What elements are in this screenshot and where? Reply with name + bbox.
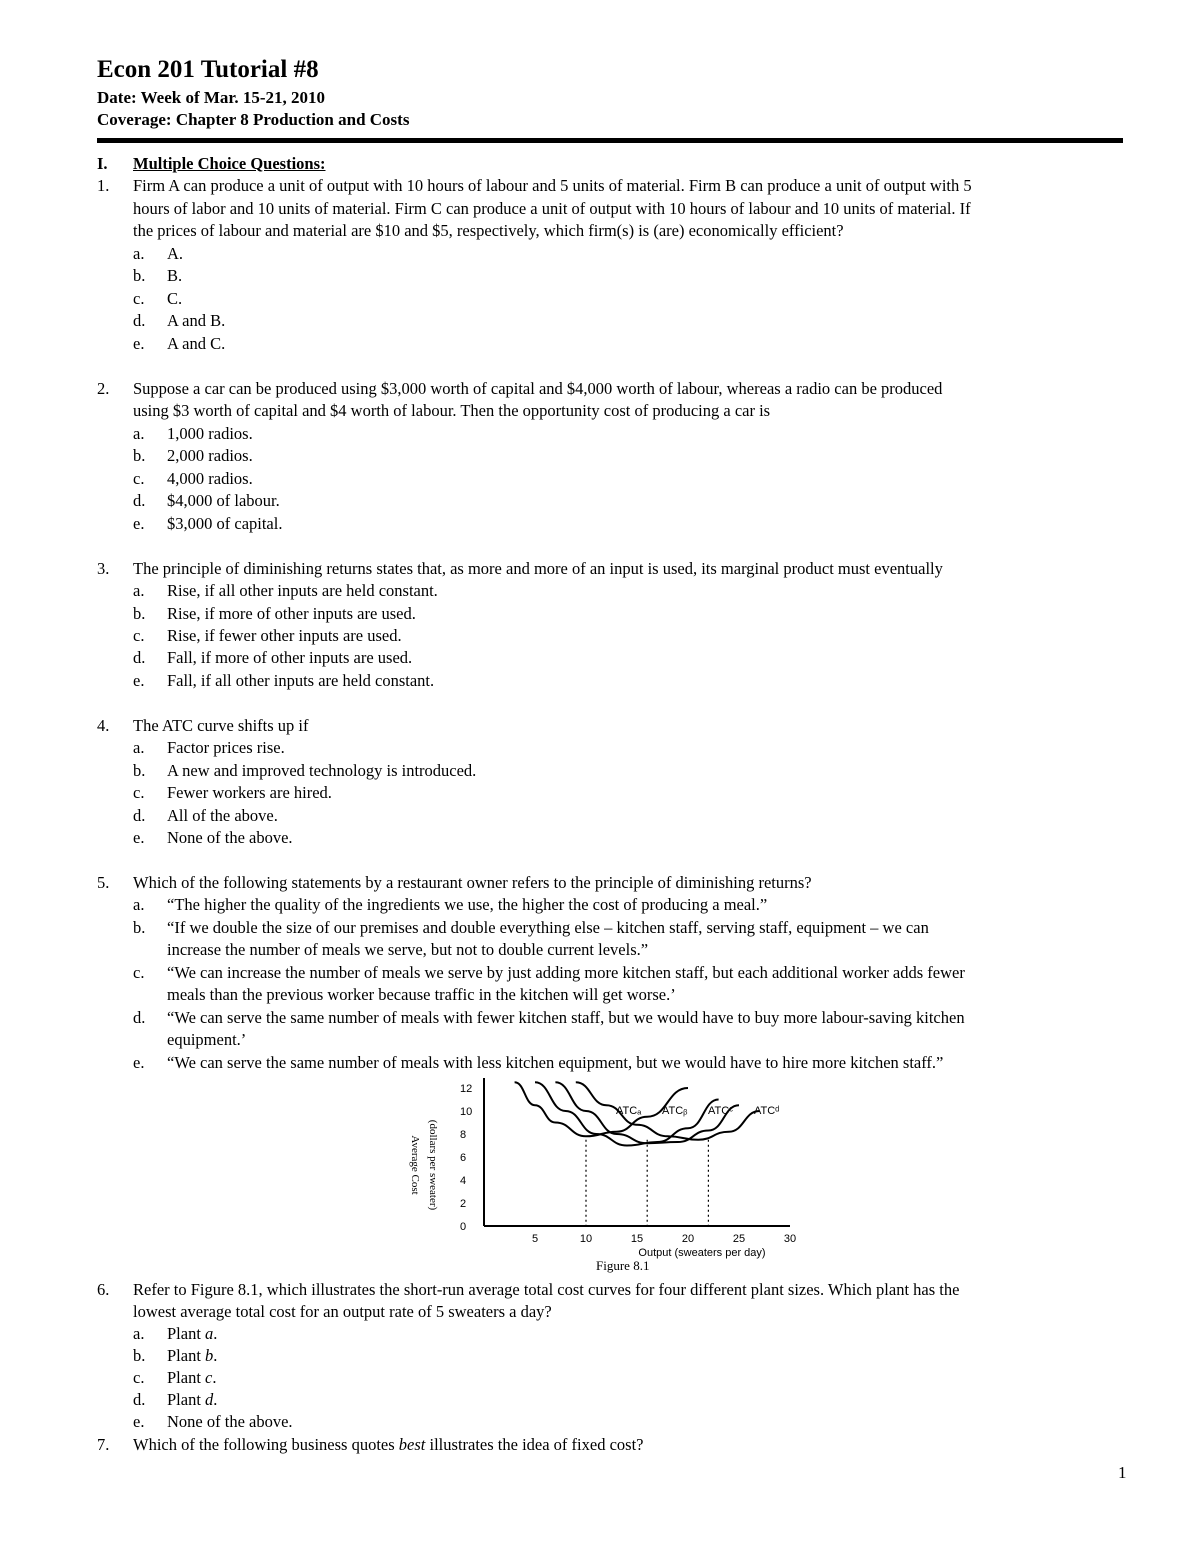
section-heading — [97, 154, 108, 174]
q4-option-letter: a. — [133, 738, 145, 757]
q7-text-emphasis: best — [398, 1435, 426, 1454]
q1-option-letter: b. — [133, 266, 146, 285]
x-tick-label: 20 — [681, 1233, 695, 1245]
q1-option-text: B. — [167, 266, 183, 285]
q6-text-line: lowest average total cost for an output rate of 5 sweaters a day? — [133, 1302, 552, 1321]
q1-text-line: the prices of labour and material are $10 and $5, respectively, which firm(s) is (are) economically efficient? — [133, 221, 844, 240]
q1-option-text: A and C. — [167, 334, 226, 353]
q2-option-text: 1,000 radios. — [167, 424, 253, 443]
x-tick-label: 5 — [531, 1233, 539, 1245]
q4-text-line: The ATC curve shifts up if — [133, 716, 309, 735]
q3-text-line: The principle of diminishing returns states that, as more and more of an input is used, its marginal product must eventually — [133, 559, 943, 578]
y-tick-label: 10 — [460, 1106, 473, 1118]
q4-option-text: A new and improved technology is introduced. — [167, 761, 477, 780]
q3-option-text: Fall, if more of other inputs are used. — [167, 648, 413, 667]
q1-option-letter: c. — [133, 289, 145, 308]
q3-option-letter: c. — [133, 626, 145, 645]
q4-option-letter: c. — [133, 783, 145, 802]
q5-option-text: “The higher the quality of the ingredients we use, the higher the cost of producing a meal.” — [167, 895, 768, 914]
q5-option-text-cont: meals than the previous worker because traffic in the kitchen will get worse.’ — [167, 985, 676, 1004]
q6-option-letter: c. — [133, 1368, 145, 1387]
q6-option-plant: a — [205, 1324, 214, 1343]
q6-option-letter: e. — [133, 1412, 145, 1431]
q6-text-line: Refer to Figure 8.1, which illustrates the short-run average total cost curves for four different plant sizes. Which plant has the — [133, 1280, 960, 1299]
q5-option-text: “We can serve the same number of meals with less kitchen equipment, but we would have to hire more kitchen staff.” — [167, 1053, 944, 1072]
q1-option-letter: a. — [133, 244, 145, 263]
q6-option-prefix: Plant — [167, 1346, 206, 1365]
q6-option-prefix: Plant — [167, 1390, 206, 1409]
q5-option-letter: c. — [133, 963, 145, 982]
q6-option-tail: . — [212, 1368, 217, 1387]
date-line: Date: Week of Mar. 15-21, 2010 — [97, 88, 326, 107]
q5-option-text-cont: equipment.’ — [167, 1030, 247, 1049]
section-title: Multiple Choice Questions: — [133, 154, 326, 173]
q2-text-line: Suppose a car can be produced using $3,000 worth of capital and $4,000 worth of labour, whereas a radio can be produced — [133, 379, 943, 398]
section-roman: I. — [97, 154, 108, 173]
q6-option-text — [167, 1390, 217, 1410]
q2-number: 2. — [97, 379, 110, 398]
y-tick-label: 2 — [460, 1198, 467, 1210]
q2-option-text: $4,000 of labour. — [167, 491, 280, 510]
q6-option-text — [167, 1368, 217, 1388]
figure-caption: Figure 8.1 — [596, 1258, 650, 1273]
q6-option-text: None of the above. — [167, 1412, 293, 1431]
q4-number: 4. — [97, 716, 110, 735]
q6-option-plant: b — [205, 1346, 214, 1365]
curve-label-atc-d: ATCᵈ — [754, 1105, 780, 1117]
q3-option-text: Rise, if more of other inputs are used. — [167, 604, 416, 623]
x-tick-label: 25 — [732, 1233, 746, 1245]
q5-option-letter: a. — [133, 895, 145, 914]
q6-option-plant: d — [205, 1390, 214, 1409]
q6-number: 6. — [97, 1280, 110, 1299]
x-axis-label: Output (sweaters per day) — [638, 1247, 766, 1259]
q5-option-text: “We can increase the number of meals we serve by just adding more kitchen staff, but each additional worker adds fewer — [167, 963, 965, 982]
header-rule — [97, 138, 1123, 143]
q2-option-text: 4,000 radios. — [167, 469, 253, 488]
y-tick-label: 8 — [460, 1129, 467, 1141]
y-tick-label: 6 — [460, 1152, 467, 1164]
q2-option-letter: c. — [133, 469, 145, 488]
section-title-wrap — [133, 154, 326, 174]
q6-option-tail: . — [213, 1390, 218, 1409]
y-axis-label-units: (dollars per sweater) — [427, 1119, 439, 1211]
q3-option-letter: b. — [133, 604, 146, 623]
curve-label-atc-b: ATCᵦ — [662, 1105, 688, 1117]
page-number: 1 — [1118, 1463, 1127, 1482]
q3-option-text: Rise, if all other inputs are held constant. — [167, 581, 438, 600]
q4-option-text: Fewer workers are hired. — [167, 783, 332, 802]
q7-number: 7. — [97, 1435, 110, 1454]
q6-option-tail: . — [213, 1346, 218, 1365]
curve-label-atc-c: ATCᶜ — [708, 1105, 734, 1117]
q5-option-letter: e. — [133, 1053, 145, 1072]
q5-option-text-cont: increase the number of meals we serve, but not to double current levels.” — [167, 940, 649, 959]
q2-option-text: 2,000 radios. — [167, 446, 253, 465]
q6-option-plant: c — [205, 1368, 213, 1387]
x-tick-label: 30 — [783, 1233, 797, 1245]
q7-text-post: illustrates the idea of fixed cost? — [425, 1435, 644, 1454]
page-title: Econ 201 Tutorial #8 — [97, 56, 319, 83]
q4-option-letter: b. — [133, 761, 146, 780]
q4-option-letter: d. — [133, 806, 146, 825]
q5-option-text: “We can serve the same number of meals with fewer kitchen staff, but we would have to buy more labour-saving kitchen — [167, 1008, 965, 1027]
q6-option-letter: a. — [133, 1324, 145, 1343]
q6-option-letter: d. — [133, 1390, 146, 1409]
x-tick-label: 15 — [630, 1233, 644, 1245]
q3-option-letter: d. — [133, 648, 146, 667]
q2-text-line: using $3 worth of capital and $4 worth of labour. Then the opportunity cost of producing a car is — [133, 401, 771, 420]
q5-text-line: Which of the following statements by a restaurant owner refers to the principle of diminishing returns? — [133, 873, 812, 892]
q7-text-pre: Which of the following business quotes — [133, 1435, 399, 1454]
q2-option-letter: e. — [133, 514, 145, 533]
x-tick-label: 10 — [579, 1233, 593, 1245]
y-tick-label: 12 — [460, 1083, 473, 1095]
q4-option-text: Factor prices rise. — [167, 738, 285, 757]
q4-option-text: All of the above. — [167, 806, 278, 825]
q5-option-letter: d. — [133, 1008, 146, 1027]
q5-option-letter: b. — [133, 918, 146, 937]
figure-8-1-chart — [390, 1070, 820, 1265]
q3-option-text: Rise, if fewer other inputs are used. — [167, 626, 402, 645]
q1-number: 1. — [97, 176, 110, 195]
q6-option-letter: b. — [133, 1346, 146, 1365]
q2-option-letter: b. — [133, 446, 146, 465]
q5-number: 5. — [97, 873, 110, 892]
q1-option-letter: e. — [133, 334, 145, 353]
q6-option-prefix: Plant — [167, 1324, 206, 1343]
coverage-line: Coverage: Chapter 8 Production and Costs — [97, 110, 410, 129]
y-axis-label: Average Cost — [409, 1135, 421, 1195]
q4-option-letter: e. — [133, 828, 145, 847]
q2-option-letter: a. — [133, 424, 145, 443]
q4-option-text: None of the above. — [167, 828, 293, 847]
q6-option-prefix: Plant — [167, 1368, 206, 1387]
q7-text-line — [133, 1435, 643, 1455]
q6-option-text — [167, 1324, 217, 1344]
y-tick-label: 4 — [460, 1175, 467, 1187]
q1-option-letter: d. — [133, 311, 146, 330]
q6-option-text — [167, 1346, 217, 1366]
q1-text-line: hours of labor and 10 units of material. Firm C can produce a unit of output with 10 hours of labour and 10 units of material. If — [133, 199, 971, 218]
y-tick-label: 0 — [460, 1221, 467, 1233]
q1-option-text: A. — [167, 244, 184, 263]
q3-option-letter: a. — [133, 581, 145, 600]
q1-option-text: C. — [167, 289, 183, 308]
q2-option-text: $3,000 of capital. — [167, 514, 283, 533]
q1-option-text: A and B. — [167, 311, 226, 330]
q3-option-text: Fall, if all other inputs are held constant. — [167, 671, 435, 690]
q2-option-letter: d. — [133, 491, 146, 510]
q3-option-letter: e. — [133, 671, 145, 690]
q1-text-line: Firm A can produce a unit of output with 10 hours of labour and 5 units of material. Firm B can produce a unit of output with 5 — [133, 176, 972, 195]
curve-label-atc-a: ATCₐ — [616, 1105, 642, 1117]
q6-option-tail: . — [213, 1324, 218, 1343]
q5-option-text: “If we double the size of our premises and double everything else – kitchen staff, serving staff, equipment – we can — [167, 918, 929, 937]
q3-number: 3. — [97, 559, 110, 578]
